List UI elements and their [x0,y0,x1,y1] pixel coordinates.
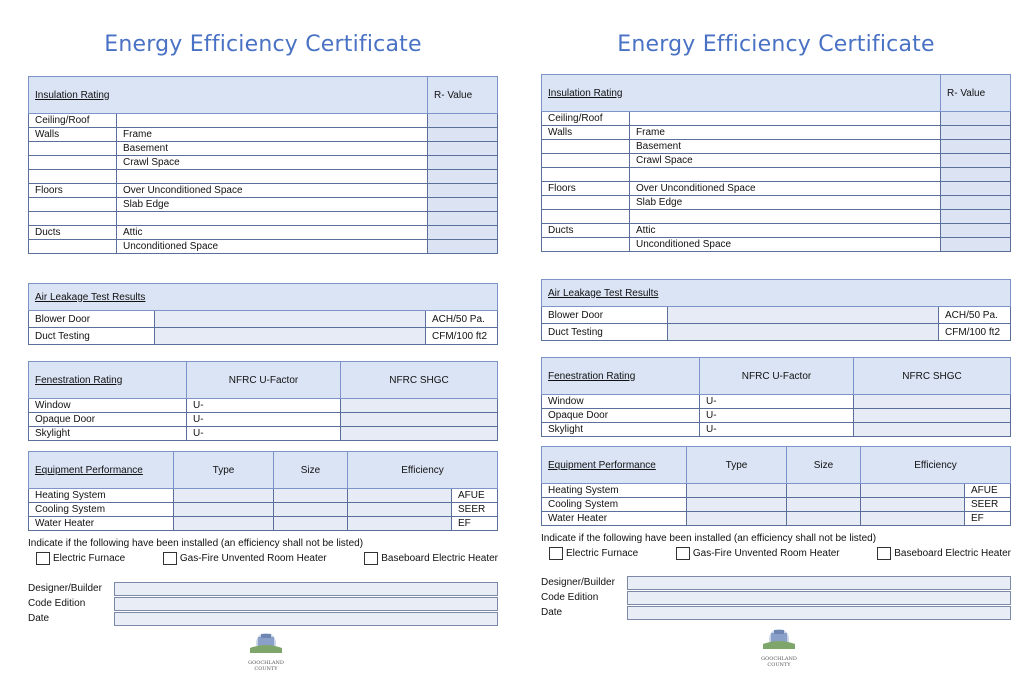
equipment-section [28,451,498,531]
air-leakage-header: Air Leakage Test Results [542,280,1011,307]
shgc-field[interactable] [854,409,1011,423]
insulation-header: Insulation Rating [29,77,428,114]
table-row: Crawl Space [542,154,1011,168]
r-value-field[interactable] [941,224,1011,238]
fenestration-section [28,361,498,441]
duct-testing-field[interactable] [155,328,426,345]
certificate-left [28,0,498,700]
insulation-header: Insulation Rating [542,75,941,112]
r-value-field[interactable] [941,196,1011,210]
date-field[interactable] [627,606,1011,620]
baseboard-heater-checkbox[interactable]: Baseboard Electric Heater [877,547,1011,560]
r-value-field[interactable] [941,182,1011,196]
air-leakage-table [28,283,498,345]
county-logo: GOOCHLAND COUNTY [238,632,294,672]
table-row: Basement [29,142,498,156]
equipment-table: Equipment Performance Type Size Efficiency Heating System AFUE Cooling System SEER Water Heater EF [28,451,498,531]
table-row: Blower Door ACH/50 Pa. [542,307,1011,324]
table-row: Slab Edge [29,198,498,212]
r-value-field[interactable] [941,168,1011,182]
shgc-field[interactable] [341,413,498,427]
air-leakage-table [541,279,1011,341]
table-row: Duct Testing CFM/100 ft2 [29,328,498,345]
table-row: Duct Testing CFM/100 ft2 [542,324,1011,341]
date-field[interactable] [114,612,498,626]
date-label: Date [541,607,563,618]
electric-furnace-checkbox[interactable]: Electric Furnace [36,552,125,565]
installed-checklist [541,533,1011,560]
insulation-table [541,74,1011,252]
checkbox-icon[interactable] [549,547,563,560]
r-value-header: R- Value [428,77,498,114]
insulation-section [28,76,498,254]
table-row: Basement [542,140,1011,154]
code-edition-label: Code Edition [28,598,86,609]
air-leakage-section [541,279,1011,341]
table-row: Crawl Space [29,156,498,170]
r-value-field[interactable] [428,198,498,212]
table-row: Ceiling/Roof [29,114,498,128]
table-row: Slab Edge [542,196,1011,210]
shgc-field[interactable] [341,427,498,441]
county-seal-icon [759,628,799,650]
installed-checklist [28,538,498,565]
air-leakage-header: Air Leakage Test Results [29,284,498,311]
r-value-field[interactable] [428,170,498,184]
fenestration-section [541,357,1011,437]
signature-fields [28,581,498,626]
table-row: Cooling System SEER [29,503,498,517]
r-value-field[interactable] [428,184,498,198]
table-row [29,170,498,184]
table-row [542,168,1011,182]
fenestration-header: Fenestration Rating [29,362,187,399]
r-value-header: R- Value [941,75,1011,112]
r-value-field[interactable] [428,128,498,142]
equipment-header: Equipment Performance [542,447,687,484]
designer-label: Designer/Builder [541,577,615,588]
blower-door-field[interactable] [155,311,426,328]
indicate-text: Indicate if the following have been installed (an efficiency shall not be listed) [28,538,364,549]
signature-fields [541,575,1011,620]
blower-door-field[interactable] [668,307,939,324]
shgc-field[interactable] [341,399,498,413]
u-factor-header: NFRC U-Factor [700,358,854,395]
certificate-right [541,0,1011,700]
table-row: Cooling System SEER [542,498,1011,512]
r-value-field[interactable] [428,142,498,156]
duct-testing-field[interactable] [668,324,939,341]
u-factor-header: NFRC U-Factor [187,362,341,399]
table-row: Window U- [542,395,1011,409]
shgc-header: NFRC SHGC [854,358,1011,395]
table-row: Ducts Attic [29,226,498,240]
table-row [542,210,1011,224]
r-value-field[interactable] [941,210,1011,224]
table-row: Walls Frame [29,128,498,142]
checkbox-icon[interactable] [364,552,378,565]
table-row [29,212,498,226]
table-row: Walls Frame [542,126,1011,140]
certificate-title: Energy Efficiency Certificate [104,32,422,57]
table-row: Water Heater EF [29,517,498,531]
checkbox-icon[interactable] [676,547,690,560]
table-row: Heating System AFUE [29,489,498,503]
r-value-field[interactable] [941,140,1011,154]
gas-heater-checkbox[interactable]: Gas-Fire Unvented Room Heater [676,547,840,560]
table-row: Water Heater EF [542,512,1011,526]
baseboard-heater-checkbox[interactable]: Baseboard Electric Heater [364,552,498,565]
r-value-field[interactable] [428,226,498,240]
table-row: Blower Door ACH/50 Pa. [29,311,498,328]
designer-field[interactable] [627,576,1011,590]
date-label: Date [28,613,50,624]
r-value-field[interactable] [428,240,498,254]
r-value-field[interactable] [428,156,498,170]
table-row: Floors Over Unconditioned Space [29,184,498,198]
table-row: Skylight U- [29,427,498,441]
r-value-field[interactable] [941,126,1011,140]
designer-label: Designer/Builder [28,583,102,594]
insulation-section [541,74,1011,252]
r-value-field[interactable] [428,212,498,226]
table-row: Opaque Door U- [542,409,1011,423]
code-edition-field[interactable] [627,591,1011,605]
checkbox-icon[interactable] [877,547,891,560]
r-value-field[interactable] [941,154,1011,168]
air-leakage-section [28,283,498,345]
table-row: Unconditioned Space [29,240,498,254]
r-value-field[interactable] [941,238,1011,252]
county-logo: GOOCHLAND COUNTY [751,628,807,668]
code-edition-label: Code Edition [541,592,599,603]
shgc-header: NFRC SHGC [341,362,498,399]
electric-furnace-checkbox[interactable]: Electric Furnace [549,547,638,560]
shgc-field[interactable] [854,395,1011,409]
fenestration-table [541,357,1011,437]
fenestration-table [28,361,498,441]
table-row: Ducts Attic [542,224,1011,238]
fenestration-header: Fenestration Rating [542,358,700,395]
equipment-section [541,446,1011,526]
r-value-field[interactable] [428,114,498,128]
shgc-field[interactable] [854,423,1011,437]
table-row: Ceiling/Roof [542,112,1011,126]
table-row: Window U- [29,399,498,413]
county-seal-icon [246,632,286,654]
table-row: Heating System AFUE [542,484,1011,498]
checkbox-icon[interactable] [36,552,50,565]
indicate-text: Indicate if the following have been installed (an efficiency shall not be listed) [541,533,877,544]
gas-heater-checkbox[interactable]: Gas-Fire Unvented Room Heater [163,552,327,565]
designer-field[interactable] [114,582,498,596]
equipment-table: Equipment Performance Type Size Efficiency Heating System AFUE Cooling System SEER Water Heater EF [541,446,1011,526]
checkbox-icon[interactable] [163,552,177,565]
table-row: Opaque Door U- [29,413,498,427]
r-value-field[interactable] [941,112,1011,126]
insulation-table [28,76,498,254]
code-edition-field[interactable] [114,597,498,611]
certificate-title: Energy Efficiency Certificate [617,32,935,57]
table-row: Floors Over Unconditioned Space [542,182,1011,196]
equipment-header: Equipment Performance [29,452,174,489]
table-row: Skylight U- [542,423,1011,437]
table-row: Unconditioned Space [542,238,1011,252]
